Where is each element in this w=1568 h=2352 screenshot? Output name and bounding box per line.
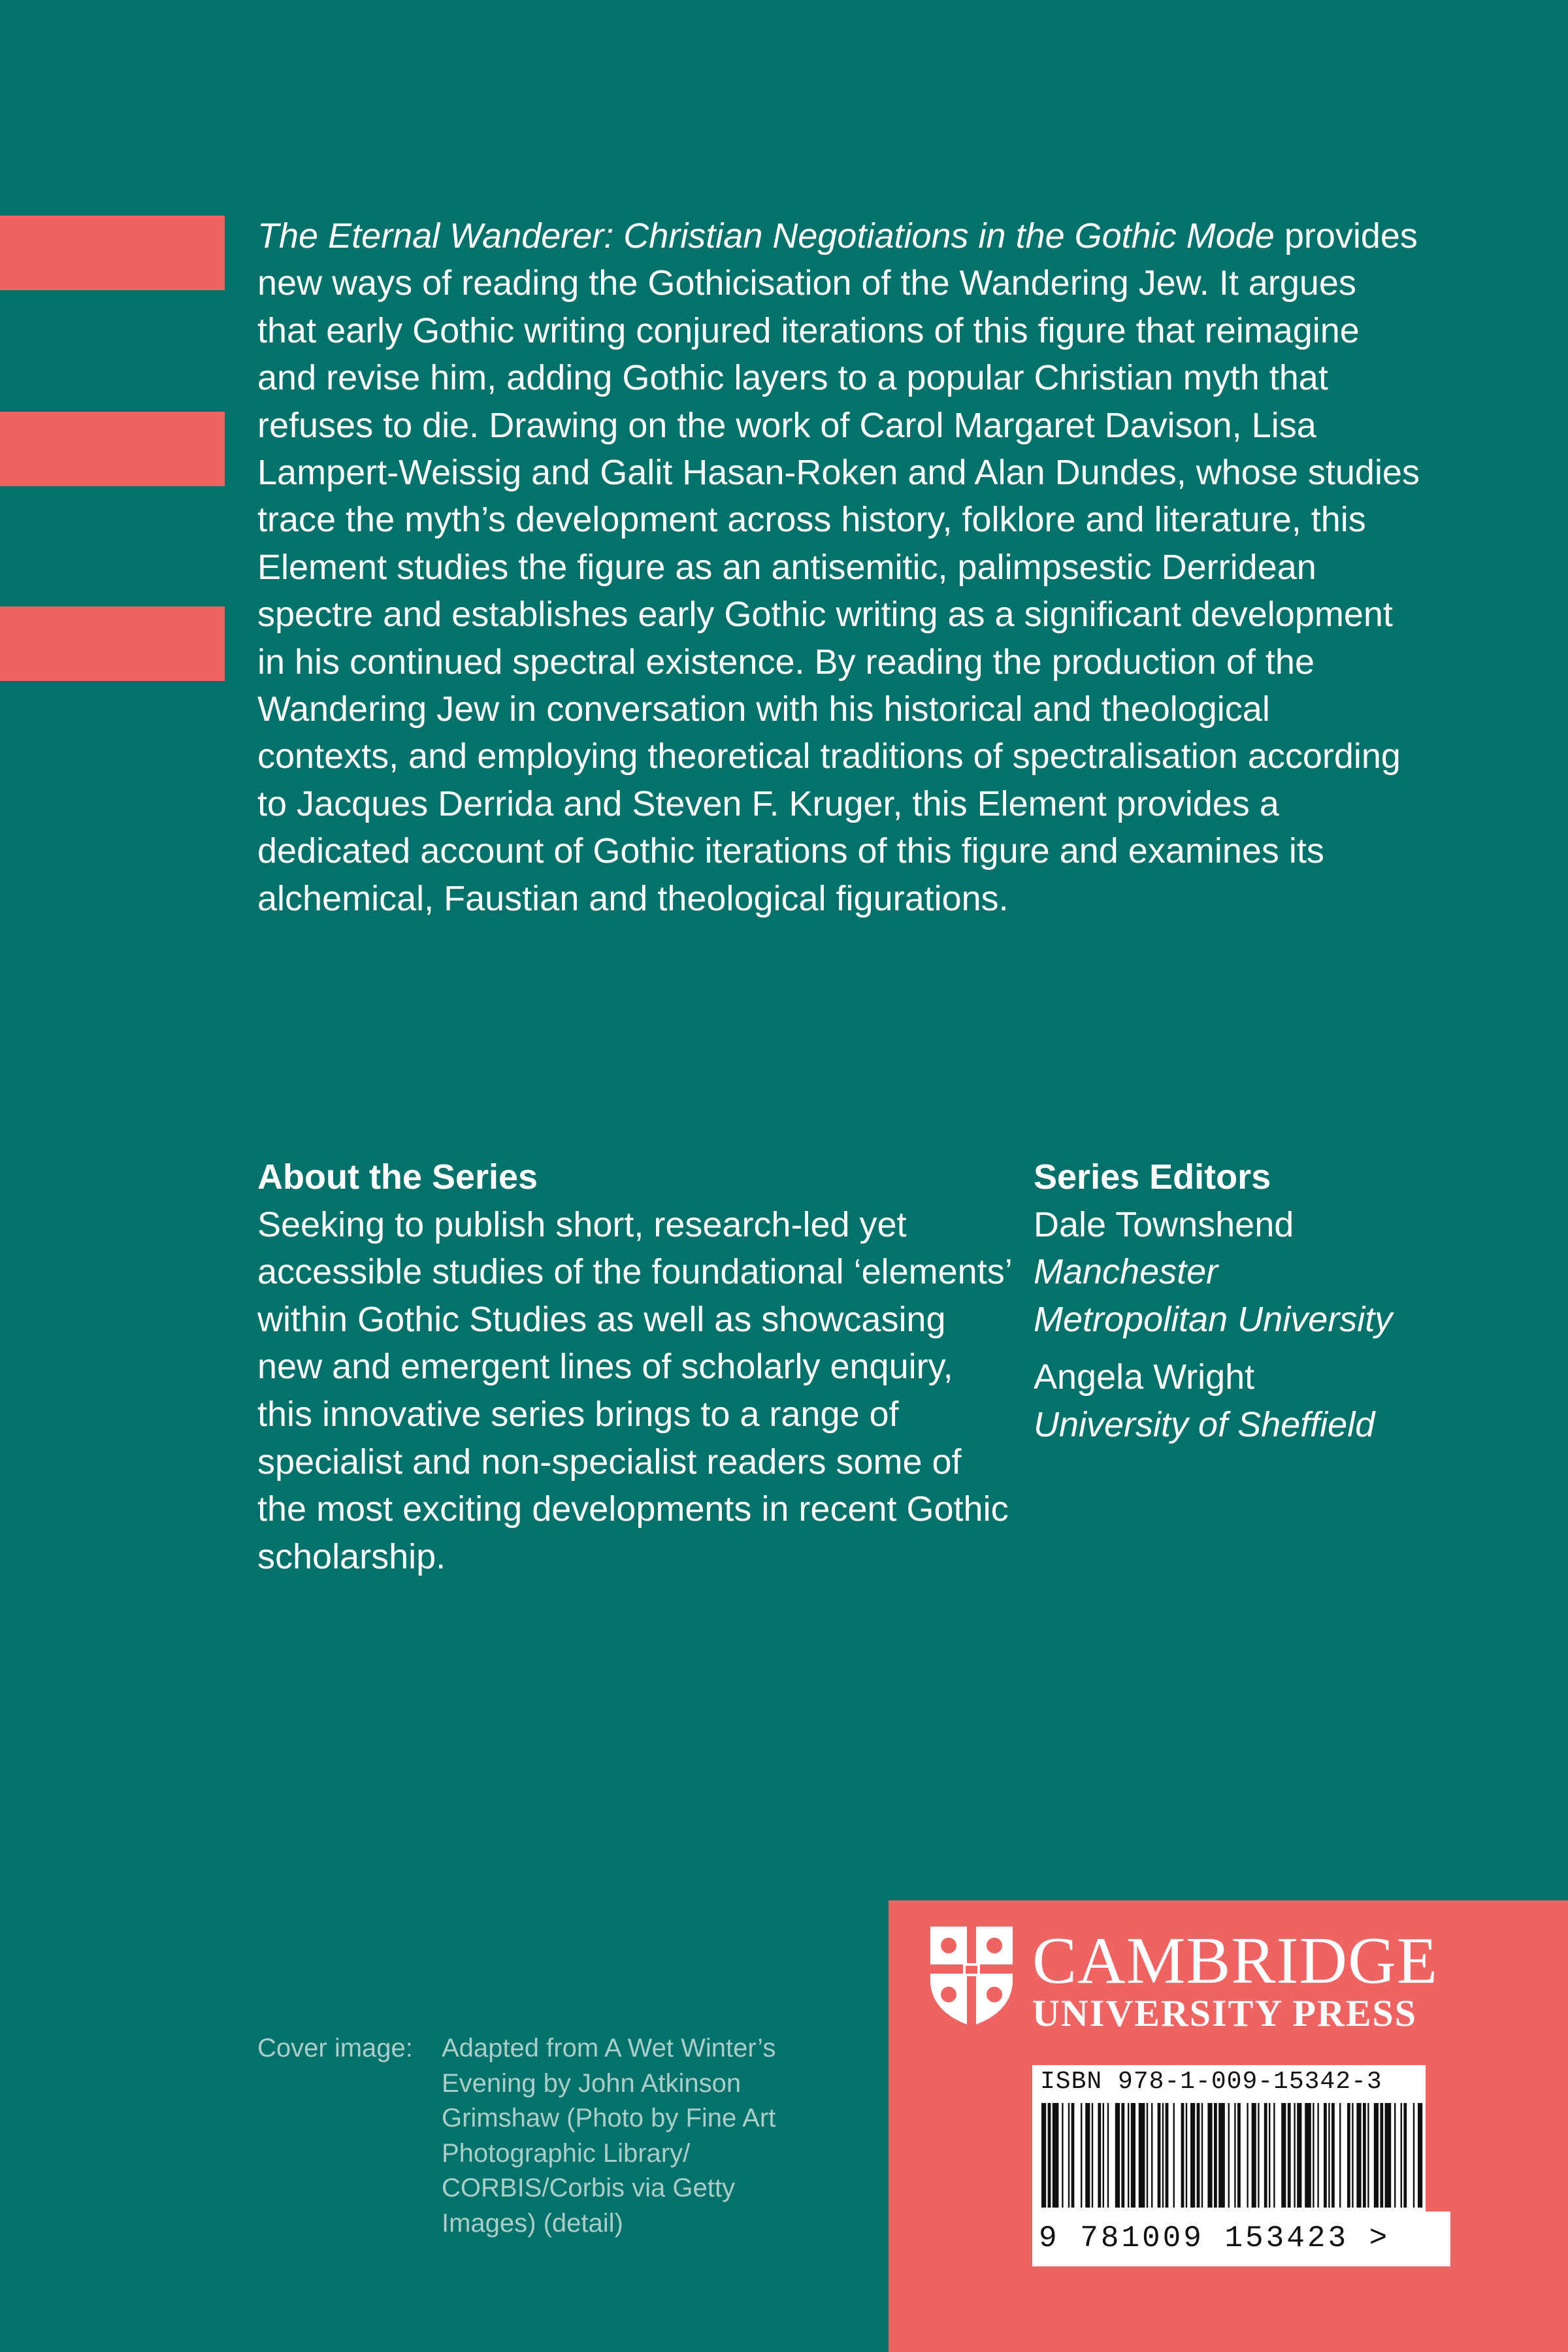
barcode-bar: [1247, 2103, 1248, 2208]
barcode-bar: [1403, 2103, 1407, 2208]
barcode-bar: [1158, 2103, 1161, 2208]
barcode-bar: [1098, 2103, 1101, 2208]
ean-digits: 9 781009 153423 >: [1032, 2211, 1450, 2266]
cover-image-credit: [257, 2031, 793, 2241]
barcode-bar: [1173, 2103, 1175, 2208]
accent-stripe: [0, 412, 225, 486]
about-the-series: [257, 1153, 1015, 1580]
book-description: [257, 212, 1420, 922]
series-editors: [1034, 1153, 1399, 1449]
barcode-bar: [1324, 2103, 1327, 2208]
barcode-bar: [1162, 2103, 1164, 2208]
barcode-bar: [1151, 2103, 1152, 2208]
publisher-name-line2: UNIVERSITY PRESS: [1032, 1992, 1418, 2034]
barcode-bar: [1288, 2103, 1291, 2208]
barcode-bar: [1281, 2103, 1286, 2208]
barcode-bar: [1068, 2103, 1070, 2208]
barcode-bar: [1385, 2103, 1392, 2208]
barcode-bar: [1190, 2103, 1195, 2208]
barcode-bar: [1418, 2103, 1422, 2208]
barcode-bar: [1380, 2103, 1383, 2208]
publisher-name-line1: CAMBRIDGE: [1032, 1924, 1439, 1998]
barcode-bar: [1317, 2103, 1318, 2208]
barcode-bar: [1121, 2103, 1124, 2208]
barcode-bar: [1394, 2103, 1396, 2208]
barcode-bar: [1294, 2103, 1295, 2208]
description-text: provides new ways of reading the Gothicisation of the Wandering Jew. It argues that early Gothic writing conjured iterations of this figure that reimagine and revise him, adding Gothic layers to a popular Christian myth that refuses to die. Drawing on the work of Carol Margaret Davison, Lisa Lampert-Weissig and Galit Hasan-Roken and Alan Dundes, whose studies trace the myth’s development across history, folklore and literature, this Element studies the figure as an antisemitic, palimpsestic Derridean spectre and establishes early Gothic writing as a significant development in his continued spectral existence. By reading the production of the Wandering Jew in conversation with his historical and theological contexts, and employing theoretical traditions of spectralisation according to Jacques Derrida and Steven F. Kruger, this Element provides a dedicated account of Gothic iterations of this figure and examines its alchemical, Faustian and theological figurations.: [257, 216, 1420, 918]
barcode-bar: [1305, 2103, 1311, 2208]
barcode-bar: [1347, 2103, 1350, 2208]
publisher-panel: [889, 1900, 1568, 2352]
barcode: [1032, 2065, 1426, 2211]
about-series-text: Seeking to publish short, research-led yet accessible studies of the foundational ‘elements’ within Gothic Studies as well as showcasing new and emergent lines of scholarly enquiry, this innovative series brings to a range of specialist and non-specialist readers some of the most exciting developments in recent Gothic scholarship.: [257, 1204, 1011, 1576]
barcode-bar: [1207, 2103, 1212, 2208]
barcode-bar: [1128, 2103, 1129, 2208]
barcode-bar: [1048, 2103, 1051, 2208]
barcode-bar: [1252, 2103, 1256, 2208]
about-series-heading: About the Series: [257, 1157, 538, 1197]
barcode-bar: [1081, 2103, 1082, 2208]
barcode-bar: [1413, 2103, 1414, 2208]
accent-stripe: [0, 216, 225, 290]
barcode-bar: [1107, 2103, 1109, 2208]
editor-name: Angela Wright: [1034, 1357, 1255, 1397]
barcode-bar: [1367, 2103, 1369, 2208]
barcode-bar: [1374, 2103, 1379, 2208]
barcode-bar: [1218, 2103, 1225, 2208]
barcode-bar: [1053, 2103, 1059, 2208]
barcode-bar: [1258, 2103, 1259, 2208]
cover-credit-label: Cover image:: [257, 2034, 413, 2062]
barcode-bar: [1264, 2103, 1267, 2208]
editor-affiliation: Manchester Metropolitan University: [1034, 1252, 1393, 1339]
barcode-bar: [1352, 2103, 1353, 2208]
barcode-bar: [1085, 2103, 1090, 2208]
barcode-bar: [1297, 2103, 1301, 2208]
editor-affiliation: University of Sheffield: [1034, 1404, 1375, 1444]
series-editors-heading: Series Editors: [1034, 1157, 1271, 1197]
barcode-bar: [1234, 2103, 1235, 2208]
accent-stripe: [0, 606, 225, 681]
book-title: The Eternal Wanderer: Christian Negotiations in the Gothic Mode: [257, 216, 1275, 256]
barcode-bar: [1103, 2103, 1104, 2208]
barcode-bar: [1166, 2103, 1169, 2208]
barcode-bar: [1181, 2103, 1184, 2208]
barcode-bar: [1071, 2103, 1075, 2208]
barcode-bar: [1269, 2103, 1270, 2208]
barcode-bar: [1214, 2103, 1217, 2208]
barcode-bar: [1147, 2103, 1148, 2208]
barcode-bar: [1273, 2103, 1275, 2208]
barcode-bar: [1041, 2103, 1046, 2208]
barcode-bar: [1237, 2103, 1241, 2208]
barcode-bar: [1228, 2103, 1230, 2208]
barcode-bar: [1201, 2103, 1203, 2208]
university-crest-icon: [928, 1924, 1015, 2029]
barcode-bar: [1313, 2103, 1314, 2208]
barcode-bar: [1331, 2103, 1335, 2208]
barcode-bar: [1328, 2103, 1330, 2208]
publisher-name: [1032, 1924, 1439, 2034]
barcode-bar: [1062, 2103, 1063, 2208]
barcode-bar: [1339, 2103, 1341, 2208]
isbn-text: ISBN 978-1-009-15342-3: [1040, 2068, 1382, 2096]
barcode-icon: [1032, 2099, 1426, 2211]
barcode-bar: [1186, 2103, 1187, 2208]
barcode-bar: [1131, 2103, 1135, 2208]
barcode-bar: [1115, 2103, 1120, 2208]
barcode-bar: [1356, 2103, 1361, 2208]
barcode-bar: [1363, 2103, 1366, 2208]
barcode-bar: [1139, 2103, 1145, 2208]
barcode-bar: [1092, 2103, 1093, 2208]
cover-credit-text: Adapted from A Wet Winter’s Evening by John Atkinson Grimshaw (Photo by Fine Art Photographic Library/ CORBIS/Corbis via Getty Images) (detail): [442, 2034, 776, 2238]
barcode-bar: [1401, 2103, 1402, 2208]
editor-name: Dale Townshend: [1034, 1204, 1294, 1244]
barcode-bar: [1197, 2103, 1200, 2208]
